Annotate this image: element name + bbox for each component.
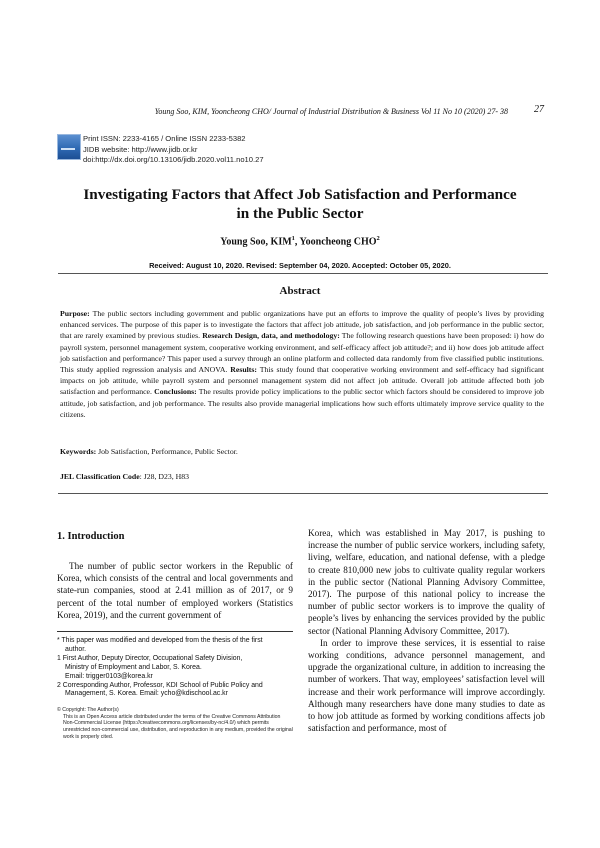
title-line-1: Investigating Factors that Affect Job Satisfaction and Performance	[83, 186, 517, 203]
received-dates: Received: August 10, 2020. Revised: September 04, 2020. Accepted: October 05, 2020.	[149, 261, 451, 270]
footnote-1: 1 First Author, Deputy Director, Occupational Safety Division,	[57, 654, 243, 662]
intro-paragraph-1-cont: Korea, which was established in May 2017, is pushing to increase the number of public service workers, including safety, living, welfare, education, and national defense, with a pledge to create 810,000 new jobs to cultivate quality regular workers in the public sector (National Planning Advisory Committee, 2017). The purpose of this national policy to increase the number of public sector workers is to improve the quality of people’s lives by enhancing the services provided by the public sector (National Planning Advisory Committee, 2017).	[308, 528, 545, 636]
paper-title	[40, 185, 560, 223]
author-1-affil: 1	[291, 235, 295, 242]
intro-paragraph-1: The number of public sector workers in the Republic of Korea, which consists of the central and local governments and state-run companies, stood at 2.41 million as of 2017, or 9 percent of the total number of employed workers (Statistics Korea, 2019), and the current government of	[57, 561, 293, 620]
doi-line: doi:http://dx.doi.org/10.13106/jidb.2020.vol11.no10.27	[83, 155, 264, 164]
abstract-heading: Abstract	[279, 285, 321, 297]
copyright-line: © Copyright: The Author(s)	[57, 707, 119, 713]
website-line: JIDB website: http://www.jidb.or.kr	[83, 144, 198, 154]
keywords-label: Keywords:	[60, 447, 97, 456]
title-line-2: in the Public Sector	[236, 205, 364, 222]
section-number: 1	[57, 531, 63, 542]
footnote-star: * This paper was modified and developed from the thesis of the first	[57, 637, 263, 644]
author-1: Young Soo, KIM	[220, 236, 292, 248]
footnote-star-cont: author.	[65, 645, 87, 653]
license-text: This is an Open Access article distributed under the terms of the Creative Commons Attribution Non-Commercial License (https://creativecommons.org/licenses/by-nc/4.0/) which permits unrestricted non-commercial use, distribution, and reproduction in any medium, provided the original work is properly cited.	[63, 713, 293, 740]
journal-info	[83, 134, 264, 166]
purpose-text: The public sectors including government and public organizations have put an efforts to improve the quality of people’s lives by providing enhanced services. The purpose of this paper is to investigate the factors that affect job attitude, job satisfaction, and job performance in the public sector, that are rarely examined by previous studies.	[60, 309, 544, 341]
running-head: Young Soo, KIM, Yooncheong CHO/ Journal of Industrial Distribution & Business Vol 11 No 10 (2020) 27- 38	[154, 107, 508, 116]
jel-text: : J28, D23, H83	[139, 472, 189, 481]
footnotes	[57, 637, 294, 699]
left-column	[57, 560, 293, 621]
copyright-notice	[57, 707, 293, 741]
footnote-1-cont: Ministry of Employment and Labor, S. Korea.	[65, 663, 202, 671]
page-number: 27	[534, 104, 544, 115]
divider-top	[58, 273, 548, 274]
right-column	[308, 527, 545, 734]
footnote-2: 2 Corresponding Author, Professor, KDI School of Public Policy and	[57, 681, 263, 689]
design-label: Research Design, data, and methodology:	[202, 331, 340, 341]
footnote-rule	[57, 631, 293, 632]
results-label: Results:	[230, 365, 257, 375]
author-2: Yooncheong CHO	[299, 236, 377, 248]
footnote-1-email: Email: trigger0103@korea.kr	[65, 672, 153, 680]
author-separator: ,	[294, 236, 300, 248]
keywords-text: Job Satisfaction, Performance, Public Sector.	[96, 447, 238, 456]
jel-label: JEL Classification Code	[60, 472, 140, 481]
keywords	[60, 447, 544, 456]
conclusions-text: The results provide policy implications to the public sector which factors should be considered to improve job attitude, job satisfaction, and job performance. The results also provide managerial implications how such efforts ultimately improve service quality to the citizens.	[60, 387, 545, 419]
journal-logo	[57, 134, 81, 160]
intro-paragraph-2: In order to improve these services, it is essential to raise working conditions, advance personnel management, and upgrade the organizational culture, in addition to increasing the number of workers. That way, employees’ satisfaction level will increase and their work performance will improve accordingly. Although many researchers have done many studies to date as to how job attitude as formed by working conditions affects job satisfaction and performance, most of	[308, 637, 545, 734]
conclusions-label: Conclusions:	[154, 387, 197, 397]
jel-codes	[60, 472, 544, 481]
authors	[0, 235, 600, 247]
results-text: This study found that cooperative working environment and self-efficacy had significant impacts on job attitude, while payroll system and personnel management system did not affect job attitude. Overall job attitude affected both job satisfaction and performance.	[60, 365, 544, 397]
issn-line: Print ISSN: 2233-4165 / Online ISSN 2233-5382	[83, 134, 246, 143]
abstract-body	[60, 308, 544, 420]
design-text: The following research questions have been proposed: i) how do payroll system, personnel management system, cooperative working environment, and self-efficacy affect job attitude?; and ii) how does job attitude affect job satisfaction and performance? This paper used a survey through an online platform and collected data randomly from five classified public institutions. This study applied regression analysis and ANOVA.	[60, 331, 545, 375]
divider-bottom	[58, 493, 548, 494]
section-title: . Introduction	[62, 531, 125, 542]
purpose-label: Purpose:	[60, 309, 90, 318]
footnote-2-cont: Management, S. Korea. Email: ycho@kdischool.ac.kr	[65, 690, 228, 698]
author-2-affil: 2	[376, 235, 380, 242]
section-heading-introduction	[57, 531, 125, 542]
